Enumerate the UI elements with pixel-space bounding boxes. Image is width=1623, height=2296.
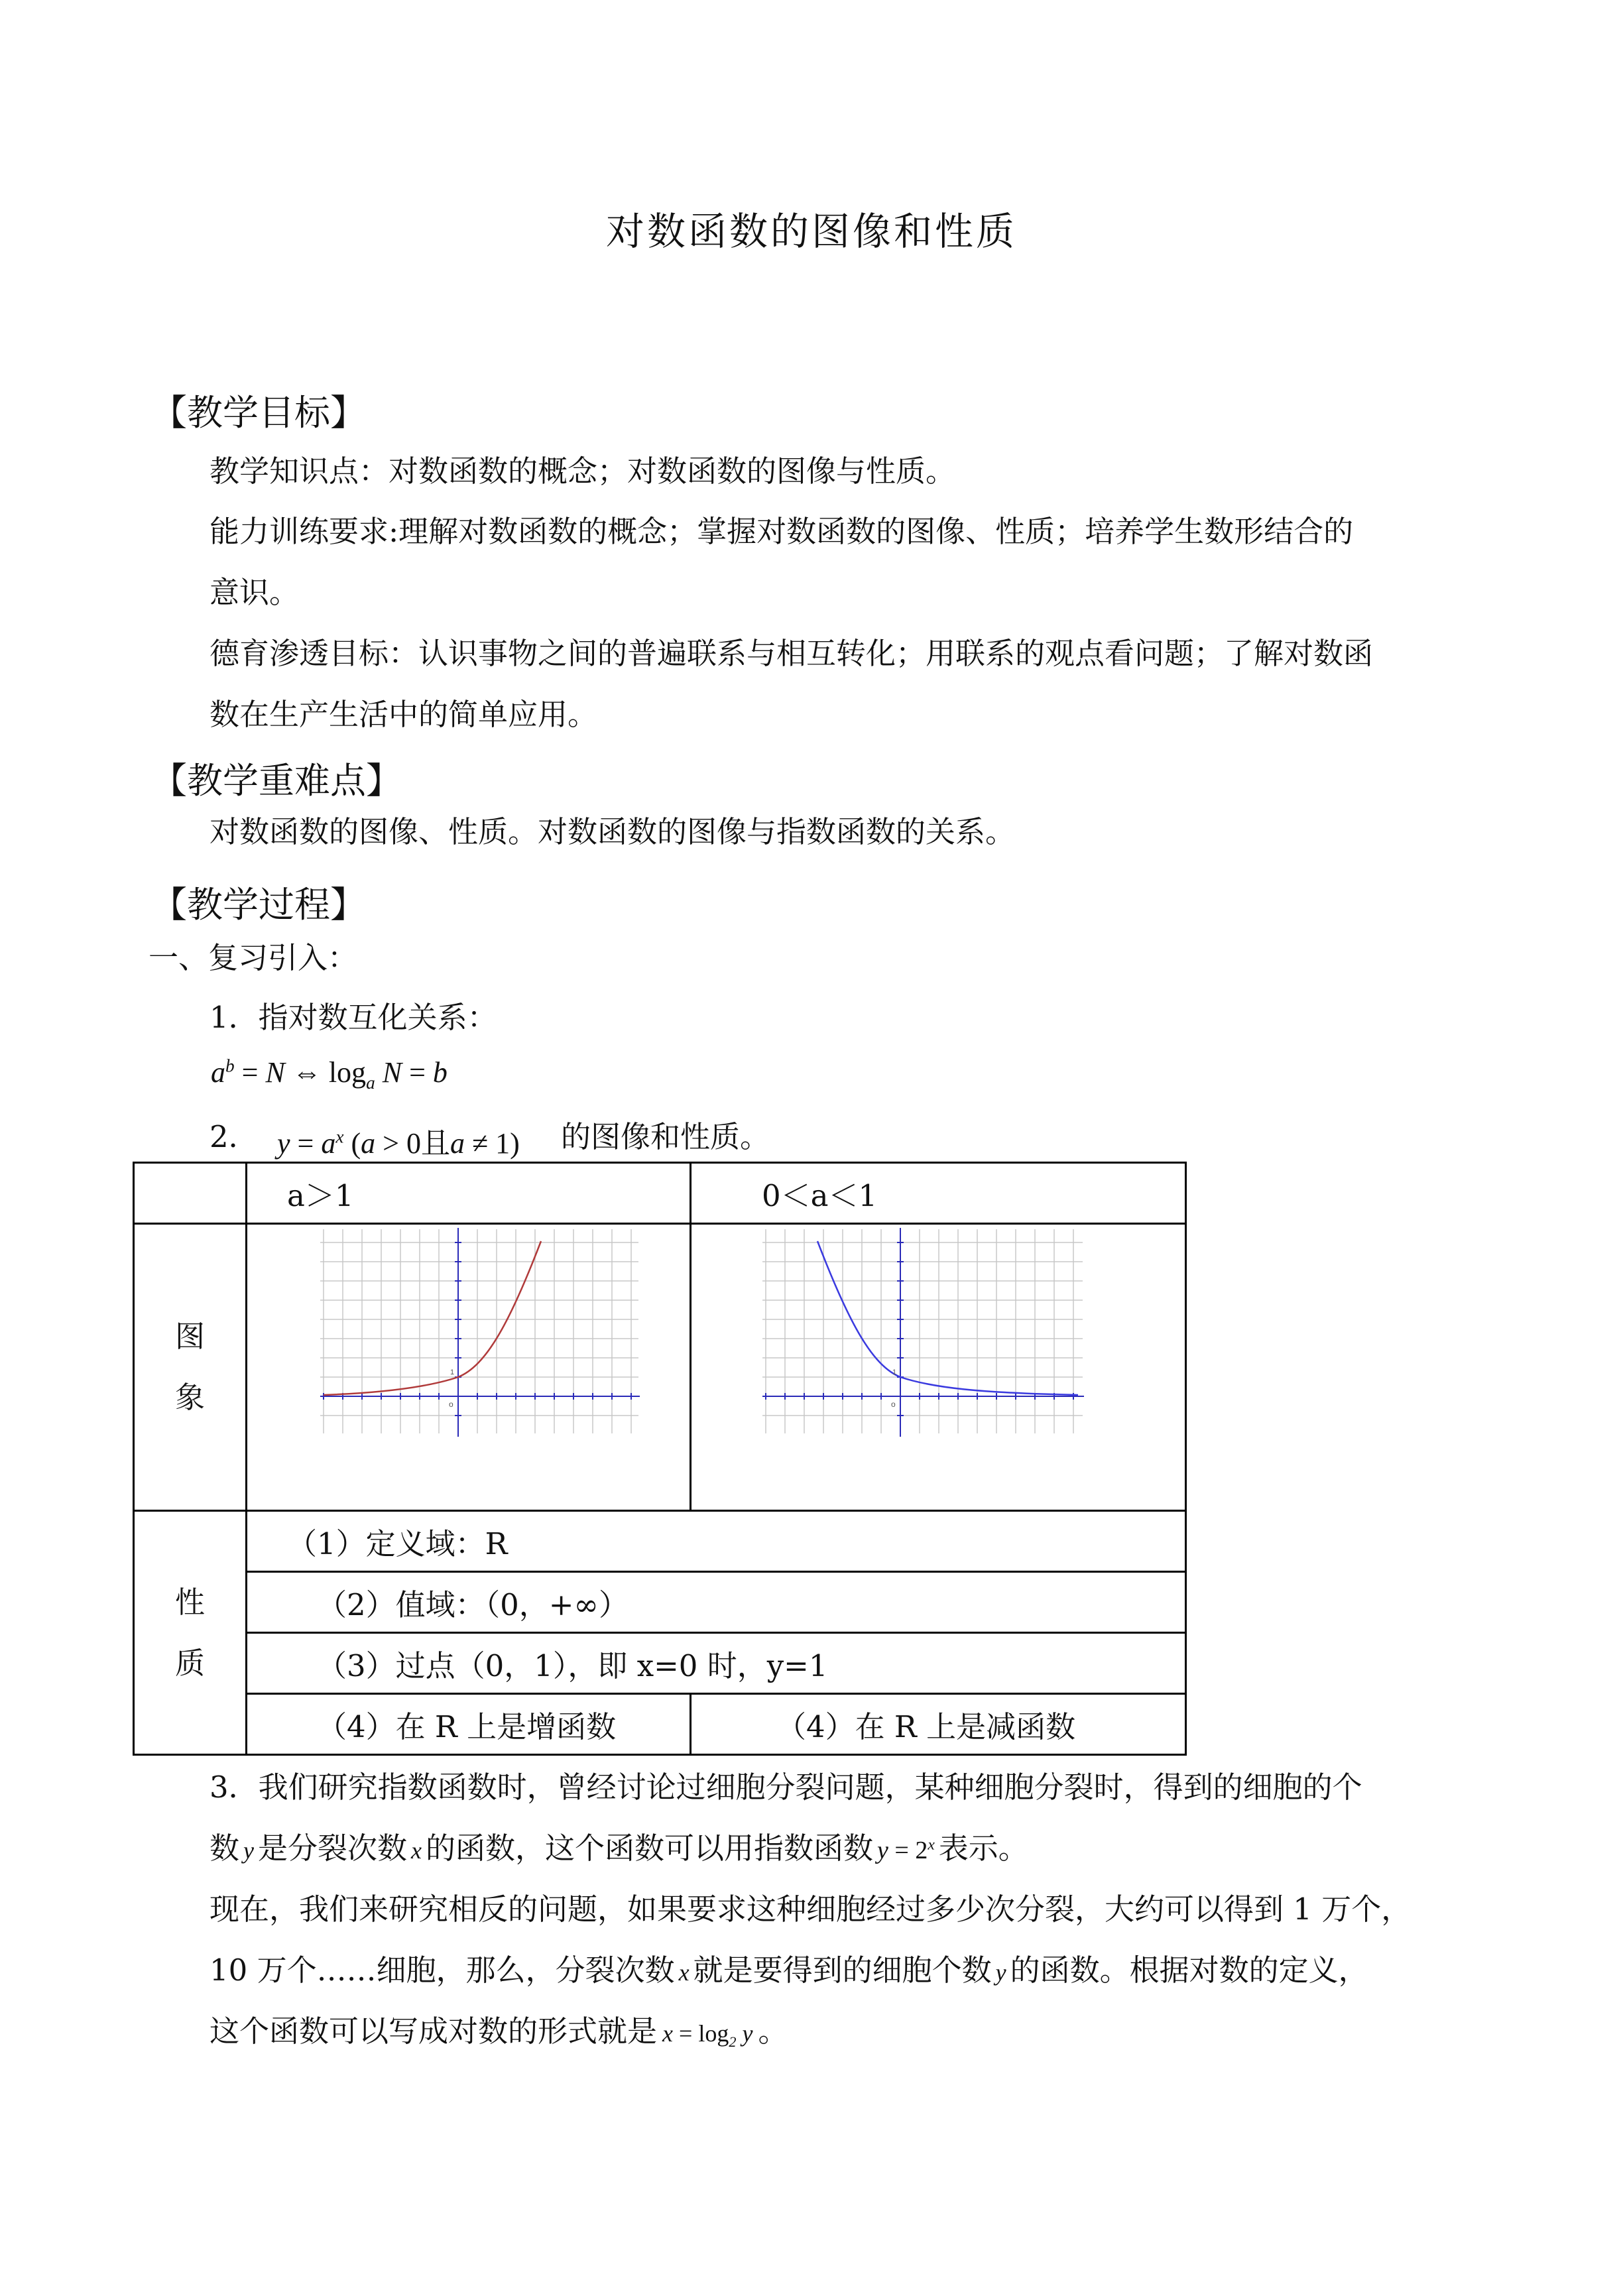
item2-suffix: 的图像和性质。 bbox=[561, 1119, 770, 1154]
header-a-lt-1: 0＜a＜1 bbox=[691, 1163, 1186, 1224]
part1-heading: 一、复习引入： bbox=[149, 940, 358, 975]
prop-fixed-point: （3）过点（0，1），即 x=0 时，y=1 bbox=[247, 1633, 1186, 1694]
para2-line1: 现在，我们来研究相反的问题，如果要求这种细胞经过多少次分裂，大约可以得到 1 万个， bbox=[210, 1892, 1412, 1927]
prop-increasing: （4）在 R 上是增函数 bbox=[247, 1694, 691, 1755]
page-title: 对数函数的图像和性质 bbox=[605, 209, 1017, 254]
para2-line2: 10 万个……细胞，那么，分裂次数 x 就是要得到的细胞个数 y 的函数。根据对数的定义， bbox=[210, 1953, 1368, 1988]
goals-moral-line2: 数在生产生活中的简单应用。 bbox=[210, 697, 598, 732]
heading-teaching-process: 【教学过程】 bbox=[151, 884, 366, 926]
props-row-label: 性 质 bbox=[134, 1511, 247, 1755]
goals-knowledge: 教学知识点：对数函数的概念；对数函数的图像与性质。 bbox=[210, 453, 956, 489]
key-points-text: 对数函数的图像、性质。对数函数的图像与指数函数的关系。 bbox=[210, 814, 1016, 849]
goals-ability-line2: 意识。 bbox=[210, 575, 300, 610]
heading-key-points: 【教学重难点】 bbox=[151, 760, 402, 802]
grid bbox=[762, 1229, 1083, 1433]
graph-decreasing bbox=[691, 1225, 1183, 1502]
formula-exp-log: $a^b = N$ ⇔ $\log_a N = b$ bbox=[211, 1056, 448, 1093]
header-a-gt-1: a＞1 bbox=[247, 1163, 691, 1224]
graph-row-label: 图 象 bbox=[134, 1224, 247, 1511]
graph-increasing bbox=[247, 1225, 688, 1502]
formula-exp-function: $y = a^x$ (a > 0且a ≠ 1) bbox=[277, 1126, 520, 1160]
grid bbox=[320, 1229, 638, 1433]
heading-teaching-goals: 【教学目标】 bbox=[151, 392, 366, 434]
prop-decreasing: （4）在 R 上是减函数 bbox=[691, 1694, 1186, 1755]
prop-range: （2）值域：（0，+∞） bbox=[247, 1572, 1186, 1633]
label-origin: o bbox=[891, 1400, 896, 1409]
item2-label: 2． bbox=[210, 1119, 259, 1154]
decreasing-curve bbox=[817, 1241, 1078, 1395]
label-origin: o bbox=[449, 1400, 453, 1409]
label-one: 1 bbox=[450, 1368, 455, 1376]
graph-a-gt-1-cell bbox=[247, 1224, 691, 1511]
item3-line2: 数 y 是分裂次数 x 的函数，这个函数可以用指数函数 y = 2$^x$ 表示。 bbox=[210, 1831, 1028, 1866]
goals-moral-line1: 德育渗透目标：认识事物之间的普遍联系与相互转化；用联系的观点看问题；了解对数函 bbox=[210, 636, 1374, 671]
graph-a-lt-1-cell bbox=[691, 1224, 1186, 1511]
increasing-curve bbox=[324, 1241, 541, 1395]
goals-ability-line1: 能力训练要求:理解对数函数的概念；掌握对数函数的图像、性质；培养学生数形结合的 bbox=[210, 514, 1354, 549]
para2-line3: 这个函数可以写成对数的形式就是 $x = \log_2 y$ 。 bbox=[210, 2014, 788, 2051]
axes bbox=[762, 1228, 1084, 1437]
item1-label: 1．指对数互化关系： bbox=[210, 1000, 497, 1035]
item3-line1: 3．我们研究指数函数时，曾经讨论过细胞分裂问题，某种细胞分裂时，得到的细胞的个 bbox=[210, 1770, 1362, 1805]
prop-domain: （1）定义域：R bbox=[247, 1511, 1186, 1572]
label-one: 1 bbox=[892, 1368, 897, 1376]
table-corner bbox=[134, 1163, 247, 1224]
axes bbox=[320, 1228, 640, 1437]
exp-function-table bbox=[133, 1162, 1187, 1756]
